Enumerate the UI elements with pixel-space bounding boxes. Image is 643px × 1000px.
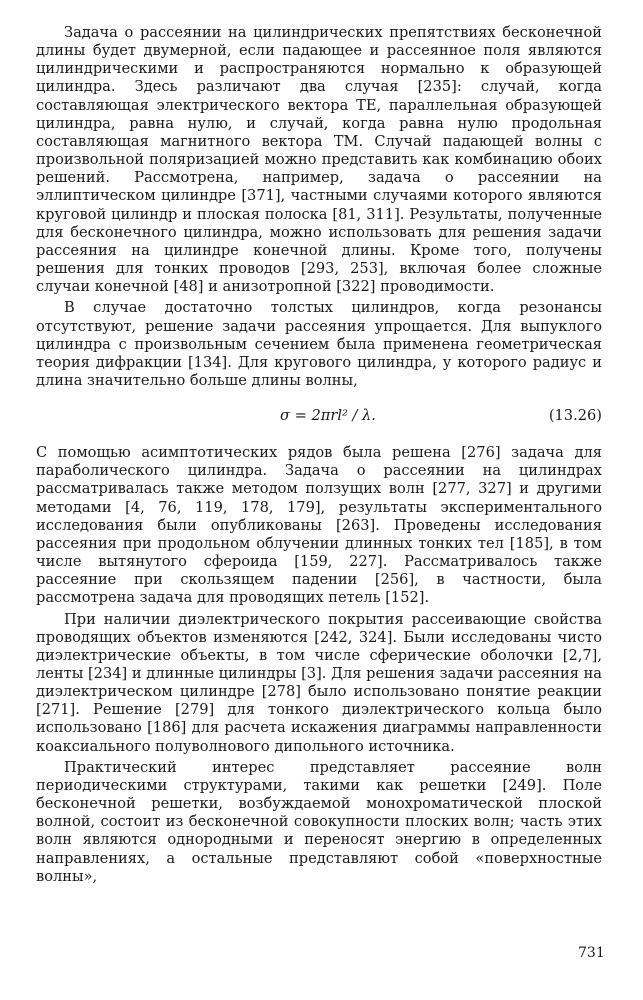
equation-formula: σ = 2πrl² / λ. xyxy=(280,407,376,425)
paragraph-asymptotic-series: С помощью асимптотических рядов была решена [276] задача для параболического цилиндра. Задача о рассеянии на цилиндрах рассматривалась также методом ползущих волн [277, 327] и другими методами [4, 76, 119, 178, 179], результаты экспериментального исследования были опубликованы [263]. Проведены исследования рассеяния при продольном облучении длинных тонких тел [185], в том числе вытянутого сфероида [159, 227]. Рассматривалось также рассеяние при скользящем падении [256], в частности, была рассмотрена задача для проводящих петель [152]. xyxy=(36,444,602,607)
equation-row xyxy=(36,406,602,426)
paragraph-cylinder-scattering: Задача о рассеянии на цилиндрических препятствиях бесконечной длины будет двумерной, если падающее и рассеянное поля являются цилиндрическими и распространяются нормально к образующей цилиндра. Здесь различают два случая [235]: случай, когда составляющая электрического вектора ТЕ, параллельная образующей цилиндра, равна нулю, и случай, когда равна нулю продольная составляющая магнитного вектора ТМ. Случай падающей волны с произвольной поляризацией можно представить как комбинацию обоих решений. Рассмотрена, например, задача о рассеянии на эллиптическом цилиндре [371], частными случаями которого являются круговой цилиндр и плоская полоска [81, 311]. Результаты, полученные для бесконечного цилиндра, можно использовать для решения задачи рассеяния на цилиндре конечной длины. Кроме того, получены решения для тонких проводов [293, 253], включая более сложные случаи конечной [48] и анизотропной [322] проводимости. xyxy=(36,24,602,296)
page-content xyxy=(36,24,602,886)
paragraph-thick-cylinders: В случае достаточно толстых цилиндров, когда резонансы отсутствуют, решение задачи рассеяния упрощается. Для выпуклого цилиндра с произвольным сечением была применена геометрическая теория дифракции [134]. Для кругового цилиндра, у которого радиус и длина значительно больше длины волны, xyxy=(36,299,602,389)
equation-number: (13.26) xyxy=(548,407,602,425)
paragraph-periodic-structures: Практический интерес представляет рассеяние волн периодическими структурами, такими как решетки [249]. Поле бесконечной решетки, возбуждаемой монохроматической плоской волной, состоит из бесконечной совокупности плоских волн; часть этих волн являются однородными и переносят энергию в определенных направлениях, а остальные представляют собой «поверхностные волны», xyxy=(36,758,602,885)
paragraph-dielectric-coating: При наличии диэлектрического покрытия рассеивающие свойства проводящих объектов изменяются [242, 324]. Были исследованы чисто диэлектрические объекты, в том числе сферические оболочки [2,7], ленты [234] и длинные цилиндры [3]. Для решения задачи рассеяния на диэлектрическом цилиндре [278] было использовано понятие реакции [271]. Решение [279] для тонкого диэлектрического кольца было использовано [186] для расчета искажения диаграммы направленности коаксиального полуволнового дипольного источника. xyxy=(36,610,602,755)
page-number: 731 xyxy=(578,945,605,961)
